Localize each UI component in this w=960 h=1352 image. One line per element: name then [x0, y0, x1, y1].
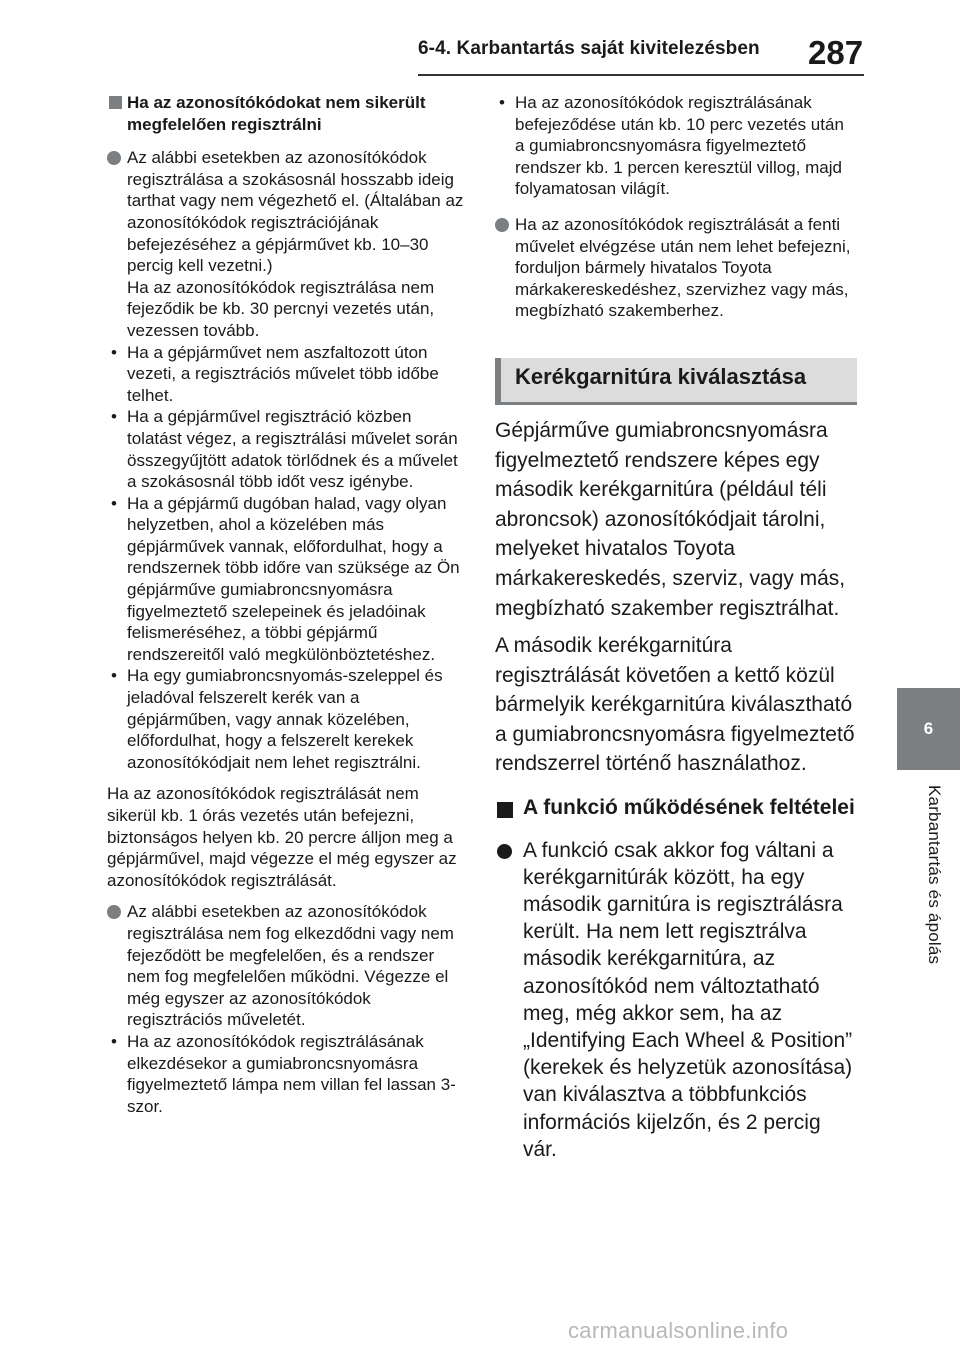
page-number: 287 — [808, 34, 864, 71]
section-heading-box — [495, 358, 857, 402]
page-header — [0, 0, 900, 71]
header-rule — [418, 74, 864, 76]
square-bullet-icon — [497, 802, 513, 818]
left-column — [107, 92, 467, 1117]
list-item-text: Ha az azonosítókódok regisztrálásának befejeződése után kb. 10 perc vezetés után a gumiabroncsnyomásra figyelmeztető rendszer kb. 1 percen keresztül villog, majd folyamatosan világít. — [515, 93, 844, 199]
circle-bullet-icon — [495, 218, 509, 232]
subsection-heading-text: A funkció működésének feltételei — [523, 796, 855, 820]
dot-bullet-icon: • — [111, 666, 117, 686]
note-text: A funkció csak akkor fog váltani a kerékgarnitúrák között, ha egy második garnitúra is regisztrálásra került. Ha nem lett regisztrálva második kerékgarnitúra, az azonosítókód nem változtatható meg, még akkor sem, ha az „Identifying Each Wheel & Position” (kerekek és helyzetük azonosítása) van kiválasztva a többfunkciós információs kijelzőn, és 2 percig vár. — [523, 838, 853, 1161]
note-text: Az alábbi esetekben az azonosítókódok regisztrálása a szokásosnál hosszabb ideig tarthat vagy nem végezhető el. (Általában az azonosítókódok regisztrációjának befejezéséhez a gépjárművet kb. 10–30 percig kell vezetni.) — [127, 148, 464, 276]
body-paragraph: Gépjárműve gumiabroncsnyomásra figyelmeztető rendszere képes egy második kerékgarnitúra (például téli abroncsok) azonosítókódjait tárolni, melyeket hivatalos Toyota márkakereskedés, szerviz, vagy más, megbízható szakember regisztrálhat. — [495, 418, 846, 620]
list-item — [107, 342, 467, 407]
body-paragraph: A második kerékgarnitúra regisztrálását követően a kettő közül bármelyik kerékgarnitúra kiválasztható a gumiabroncsnyomásra figyelmeztető rendszerrel történő használathoz. — [495, 634, 855, 776]
note-text: Az alábbi esetekben az azonosítókódok regisztrálása nem fog elkezdődni vagy nem fejeződött be megfelelően, és a rendszer nem fog megfelelően működni. Végezze el még egyszer az azonosítókódok regisztrációs műveletét. — [127, 902, 454, 1030]
section-heading: Kerékgarnitúra kiválasztása — [515, 363, 807, 389]
dot-bullet-icon: • — [499, 93, 505, 112]
list-item-text: Ha a gépjárművel regisztráció közben tolatást végez, a regisztrálási művelet során összegyűjtött adatok törlődnek és a művelet a szokásosnál több időt vesz igénybe. — [127, 407, 458, 492]
subsection-heading — [107, 92, 467, 135]
subsection-heading-text: Ha az azonosítókódokat nem sikerült megfelelően regisztrálni — [127, 93, 426, 134]
square-bullet-icon — [109, 96, 122, 109]
note-item — [107, 901, 467, 1031]
dot-bullet-icon: • — [111, 407, 117, 427]
right-column — [495, 92, 855, 1163]
list-item — [107, 493, 467, 666]
list-item — [107, 665, 467, 773]
chapter-tab[interactable] — [897, 688, 960, 770]
note-item — [495, 837, 855, 1163]
dot-bullet-icon: • — [111, 1031, 117, 1051]
list-item-text: Ha a gépjármű dugóban halad, vagy olyan helyzetben, ahol a közelében más gépjárművek vannak, előfordulhat, hogy a rendszernek több időre van szüksége az Ön gépjárműve gumiabroncsnyomásra figyelmeztető szelepeinek és jeladóinak felismeréséhez, a többi gépjármű rendszereitől való megkülönböztetéshez. — [127, 493, 460, 664]
note-text-continued: Ha az azonosítókódok regisztrálása nem fejeződik be kb. 30 percnyi vezetés után, vezessen tovább. — [127, 277, 435, 340]
list-item-text: Ha egy gumiabroncsnyomás-szeleppel és jeladóval felszerelt kerék van a gépjárműben, vagy annak közelében, előfordulhat, hogy a felszerelt kerekek azonosítókódjait nem lehet regisztrálni. — [127, 666, 443, 772]
note-item — [495, 214, 855, 322]
section-heading-underline — [495, 402, 857, 405]
chapter-number: 6 — [923, 719, 934, 738]
watermark: carmanualsonline.info — [568, 1318, 789, 1343]
chapter-title: Karbantartás és ápolás — [925, 785, 944, 965]
circle-bullet-icon — [107, 151, 121, 165]
circle-bullet-icon — [107, 905, 121, 919]
list-item-text: Ha az azonosítókódok regisztrálásának elkezdésekor a gumiabroncsnyomásra figyelmeztető lámpa nem villan fel lassan 3-szor. — [127, 1031, 456, 1116]
list-item — [107, 406, 467, 492]
dot-bullet-icon: • — [111, 493, 117, 513]
list-item-text: Ha a gépjárművet nem aszfaltozott úton vezeti, a regisztrációs művelet több időbe telhet. — [127, 342, 439, 405]
list-item — [107, 1031, 467, 1117]
dot-bullet-icon: • — [111, 342, 117, 362]
note-item — [107, 147, 467, 341]
subsection-heading — [495, 793, 855, 823]
note-text: Ha az azonosítókódok regisztrálását a fenti művelet elvégzése után nem lehet befejezni, forduljon bármely hivatalos Toyota márkakereskedéshez, szervizhez vagy más, megbízható szakemberhez. — [515, 214, 851, 321]
circle-bullet-icon — [497, 844, 512, 859]
section-header-title: 6-4. Karbantartás saját kivitelezésben — [418, 38, 760, 59]
list-item — [495, 92, 855, 200]
paragraph: Ha az azonosítókódok regisztrálását nem sikerül kb. 1 órás vezetés után befejezni, biztonságos helyen kb. 20 percre álljon meg a gépjárművel, majd végezze el még egyszer az azonosítókódok regisztrálását. — [107, 784, 457, 890]
